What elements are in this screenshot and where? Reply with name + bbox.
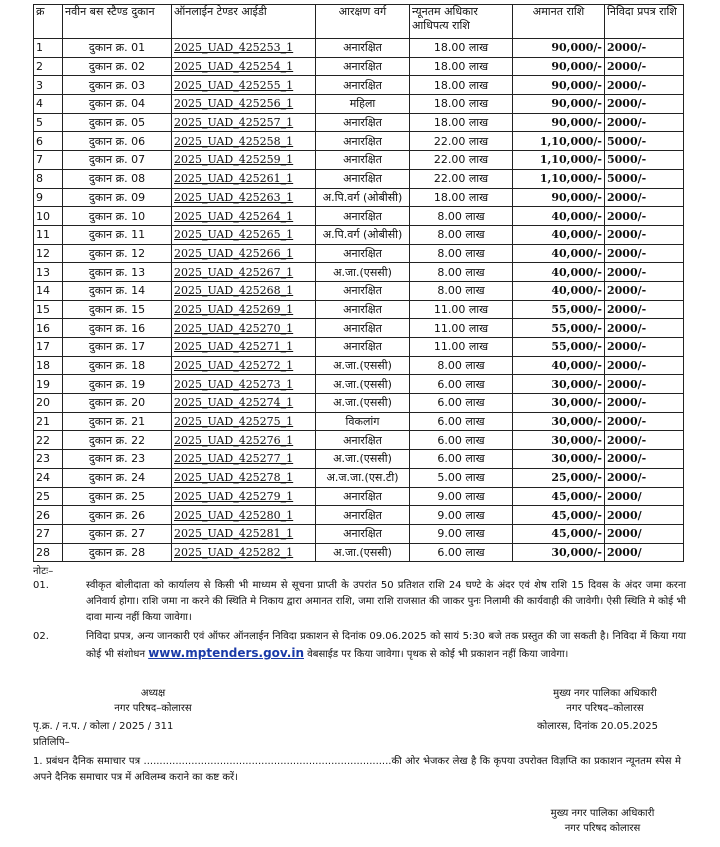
cell-shop: दुकान क्र. 19 [63, 375, 172, 394]
cell-form-fee: 2000/- [605, 281, 684, 300]
cell-form-fee: 2000/- [605, 319, 684, 338]
cell-shop: दुकान क्र. 02 [63, 57, 172, 76]
cell-deposit: 30,000/- [513, 412, 605, 431]
cell-reservation: अनारक्षित [316, 132, 410, 151]
cell-minimum-amount: 9.00 लाख [410, 524, 513, 543]
table-row [34, 338, 684, 357]
cell-reservation: अनारक्षित [316, 300, 410, 319]
cell-tender-id: 2025_UAD_425264_1 [172, 207, 316, 226]
header-minimum-amount: न्यूनतम अधिकार आधिपत्य राशि [410, 5, 513, 39]
cell-tender-id: 2025_UAD_425255_1 [172, 76, 316, 95]
cell-form-fee: 2000/ [605, 543, 684, 562]
table-row [34, 151, 684, 170]
cell-tender-id: 2025_UAD_425281_1 [172, 524, 316, 543]
cell-tender-id: 2025_UAD_425276_1 [172, 431, 316, 450]
cell-minimum-amount: 8.00 लाख [410, 263, 513, 282]
cell-serial: 17 [34, 338, 63, 357]
cell-shop: दुकान क्र. 08 [63, 169, 172, 188]
cell-tender-id: 2025_UAD_425270_1 [172, 319, 316, 338]
cell-reservation: अनारक्षित [316, 244, 410, 263]
cell-reservation: अनारक्षित [316, 487, 410, 506]
cell-reservation: अनारक्षित [316, 57, 410, 76]
cell-tender-id: 2025_UAD_425280_1 [172, 506, 316, 525]
cell-serial: 21 [34, 412, 63, 431]
table-body [34, 39, 684, 562]
note-2-text [86, 629, 686, 663]
cell-reservation: अ.पि.वर्ग (ओबीसी) [316, 188, 410, 207]
cell-tender-id: 2025_UAD_425269_1 [172, 300, 316, 319]
cell-shop: दुकान क्र. 01 [63, 39, 172, 58]
cell-minimum-amount: 8.00 लाख [410, 244, 513, 263]
cell-deposit: 45,000/- [513, 524, 605, 543]
table-row [34, 263, 684, 282]
cell-serial: 14 [34, 281, 63, 300]
table-row [34, 207, 684, 226]
cell-shop: दुकान क्र. 16 [63, 319, 172, 338]
cell-deposit: 30,000/- [513, 431, 605, 450]
cell-tender-id: 2025_UAD_425261_1 [172, 169, 316, 188]
note-1 [33, 578, 688, 628]
cell-reservation: अ.जा.(एससी) [316, 375, 410, 394]
cell-minimum-amount: 22.00 लाख [410, 169, 513, 188]
cell-reservation: अ.जा.(एससी) [316, 394, 410, 413]
cell-form-fee: 2000/- [605, 113, 684, 132]
cell-minimum-amount: 6.00 लाख [410, 375, 513, 394]
cell-minimum-amount: 18.00 लाख [410, 76, 513, 95]
table-row [34, 57, 684, 76]
cell-serial: 16 [34, 319, 63, 338]
cell-form-fee: 2000/- [605, 263, 684, 282]
cell-minimum-amount: 8.00 लाख [410, 356, 513, 375]
cell-shop: दुकान क्र. 25 [63, 487, 172, 506]
note-1-text: स्वीकृत बोलीदाता को कार्यालय से किसी भी माध्यम से सूचना प्राप्ती के उपरांत 50 प्रतिशत राशि 24 घण्टे के अंदर एवं शेष राशि 15 दिवस के अंदर जमा करना अनिवार्य होगा। राशि जमा ना करने की स्थिति मे निकाय द्वारा अमानत राशि, जमा राशि राजसात की जाकर पुनः निलामी की कार्यवाही की जावेगी। ऐसी स्थिति मे कोई भी दावा मान्य नहीं किया जावेगा। [86, 580, 686, 623]
cell-reservation: अनारक्षित [316, 431, 410, 450]
cell-tender-id: 2025_UAD_425263_1 [172, 188, 316, 207]
cell-tender-id: 2025_UAD_425272_1 [172, 356, 316, 375]
table-row [34, 95, 684, 114]
note-2 [33, 629, 688, 663]
cell-shop: दुकान क्र. 14 [63, 281, 172, 300]
table-row [34, 506, 684, 525]
cell-form-fee: 2000/- [605, 39, 684, 58]
cell-tender-id: 2025_UAD_425274_1 [172, 394, 316, 413]
footer-title: मुख्य नगर पालिका अधिकारी [550, 808, 655, 819]
cell-deposit: 90,000/- [513, 39, 605, 58]
cell-reservation: अ.जा.(एससी) [316, 356, 410, 375]
cell-form-fee: 2000/ [605, 506, 684, 525]
cell-deposit: 40,000/- [513, 244, 605, 263]
cell-serial: 20 [34, 394, 63, 413]
copy-line: 1. प्रबंधन दैनिक समाचार पत्र ..............................................................................की ओर भेजकर लेख है कि कृपया उपरोक्त विज्ञप्ति का प्रकाशन न्यूनतम स्पेस मे अपने दैनिक समाचार पत्र में अविलम्ब कराने का कष्ट करें। [33, 756, 681, 783]
table-row [34, 412, 684, 431]
cell-serial: 15 [34, 300, 63, 319]
cell-shop: दुकान क्र. 10 [63, 207, 172, 226]
cell-deposit: 90,000/- [513, 188, 605, 207]
cell-form-fee: 2000/- [605, 300, 684, 319]
cell-minimum-amount: 18.00 लाख [410, 113, 513, 132]
cell-reservation: महिला [316, 95, 410, 114]
cell-serial: 8 [34, 169, 63, 188]
cell-form-fee: 2000/- [605, 57, 684, 76]
cell-shop: दुकान क्र. 11 [63, 225, 172, 244]
cell-reservation: अनारक्षित [316, 338, 410, 357]
cell-tender-id: 2025_UAD_425271_1 [172, 338, 316, 357]
table-row [34, 524, 684, 543]
cell-minimum-amount: 6.00 लाख [410, 431, 513, 450]
cell-serial: 2 [34, 57, 63, 76]
cell-shop: दुकान क्र. 07 [63, 151, 172, 170]
cell-minimum-amount: 6.00 लाख [410, 394, 513, 413]
cell-reservation: अनारक्षित [316, 113, 410, 132]
cell-shop: दुकान क्र. 21 [63, 412, 172, 431]
cmo-title: मुख्य नगर पालिका अधिकारी [553, 688, 657, 699]
cell-serial: 11 [34, 225, 63, 244]
cell-minimum-amount: 9.00 लाख [410, 487, 513, 506]
cell-serial: 19 [34, 375, 63, 394]
note-2-text-after: वेबसाईड पर किया जावेगा। पृथक से कोई भी प्रकाशन नहीं किया जावेगा। [304, 649, 569, 660]
note-1-number: 01. [33, 580, 49, 591]
table-row [34, 281, 684, 300]
cell-deposit: 30,000/- [513, 543, 605, 562]
cell-minimum-amount: 18.00 लाख [410, 57, 513, 76]
cell-shop: दुकान क्र. 13 [63, 263, 172, 282]
cell-minimum-amount: 6.00 लाख [410, 412, 513, 431]
cell-deposit: 1,10,000/- [513, 169, 605, 188]
cell-deposit: 25,000/- [513, 468, 605, 487]
header-form-fee: निविदा प्रपत्र राशि [605, 5, 684, 39]
table-row [34, 468, 684, 487]
place-date: कोलारस, दिनांक 20.05.2025 [537, 721, 659, 732]
table-row [34, 113, 684, 132]
table-row [34, 356, 684, 375]
table-row [34, 76, 684, 95]
table-row [34, 225, 684, 244]
cell-serial: 1 [34, 39, 63, 58]
cell-reservation: अनारक्षित [316, 524, 410, 543]
cell-deposit: 45,000/- [513, 487, 605, 506]
cell-deposit: 40,000/- [513, 263, 605, 282]
cell-reservation: अ.ज.जा.(एस.टी) [316, 468, 410, 487]
cell-tender-id: 2025_UAD_425273_1 [172, 375, 316, 394]
cell-reservation: अनारक्षित [316, 39, 410, 58]
cell-form-fee: 2000/ [605, 524, 684, 543]
cell-deposit: 90,000/- [513, 95, 605, 114]
cell-tender-id: 2025_UAD_425266_1 [172, 244, 316, 263]
header-reservation: आरक्षण वर्ग [316, 5, 410, 39]
cell-serial: 10 [34, 207, 63, 226]
cell-form-fee: 2000/- [605, 375, 684, 394]
cell-shop: दुकान क्र. 28 [63, 543, 172, 562]
table-row [34, 319, 684, 338]
table-row [34, 132, 684, 151]
cell-reservation: अ.जा.(एससी) [316, 450, 410, 469]
cell-serial: 12 [34, 244, 63, 263]
cell-serial: 13 [34, 263, 63, 282]
table-row [34, 543, 684, 562]
cell-minimum-amount: 11.00 लाख [410, 338, 513, 357]
cell-tender-id: 2025_UAD_425277_1 [172, 450, 316, 469]
cell-form-fee: 2000/ [605, 487, 684, 506]
cell-serial: 25 [34, 487, 63, 506]
cell-deposit: 40,000/- [513, 356, 605, 375]
header-shop: नवीन बस स्टैण्ड दुकान [63, 5, 172, 39]
cell-tender-id: 2025_UAD_425282_1 [172, 543, 316, 562]
header-serial: क्र [34, 5, 63, 39]
cell-shop: दुकान क्र. 03 [63, 76, 172, 95]
cell-tender-id: 2025_UAD_425256_1 [172, 95, 316, 114]
cell-serial: 22 [34, 431, 63, 450]
table-header-row [34, 5, 684, 39]
cell-serial: 9 [34, 188, 63, 207]
cell-shop: दुकान क्र. 17 [63, 338, 172, 357]
cell-form-fee: 2000/- [605, 225, 684, 244]
cell-deposit: 30,000/- [513, 394, 605, 413]
table-row [34, 431, 684, 450]
cell-deposit: 55,000/- [513, 300, 605, 319]
cell-serial: 5 [34, 113, 63, 132]
cell-minimum-amount: 8.00 लाख [410, 281, 513, 300]
cell-tender-id: 2025_UAD_425265_1 [172, 225, 316, 244]
cell-form-fee: 2000/- [605, 207, 684, 226]
table-row [34, 169, 684, 188]
cell-minimum-amount: 18.00 लाख [410, 95, 513, 114]
cell-serial: 3 [34, 76, 63, 95]
cell-form-fee: 2000/- [605, 188, 684, 207]
cell-reservation: विकलांग [316, 412, 410, 431]
cell-minimum-amount: 22.00 लाख [410, 132, 513, 151]
cmo-org: नगर परिषद–कोलारस [566, 703, 644, 714]
cell-tender-id: 2025_UAD_425258_1 [172, 132, 316, 151]
cell-shop: दुकान क्र. 15 [63, 300, 172, 319]
cell-form-fee: 2000/- [605, 95, 684, 114]
cell-reservation: अनारक्षित [316, 281, 410, 300]
table-row [34, 39, 684, 58]
cell-tender-id: 2025_UAD_425259_1 [172, 151, 316, 170]
cell-form-fee: 5000/- [605, 132, 684, 151]
tender-portal-link[interactable]: www.mptenders.gov.in [148, 646, 304, 660]
cell-tender-id: 2025_UAD_425275_1 [172, 412, 316, 431]
cell-reservation: अनारक्षित [316, 506, 410, 525]
table-row [34, 450, 684, 469]
table-row [34, 394, 684, 413]
cell-deposit: 1,10,000/- [513, 132, 605, 151]
cell-minimum-amount: 11.00 लाख [410, 300, 513, 319]
cell-tender-id: 2025_UAD_425267_1 [172, 263, 316, 282]
cell-reservation: अ.जा.(एससी) [316, 263, 410, 282]
cell-deposit: 55,000/- [513, 338, 605, 357]
cell-serial: 23 [34, 450, 63, 469]
cell-form-fee: 2000/- [605, 76, 684, 95]
cell-form-fee: 2000/- [605, 468, 684, 487]
cell-deposit: 30,000/- [513, 375, 605, 394]
cmo-signature-block [520, 686, 690, 716]
cell-deposit: 1,10,000/- [513, 151, 605, 170]
note-2-number: 02. [33, 631, 49, 642]
cell-form-fee: 2000/- [605, 394, 684, 413]
cell-shop: दुकान क्र. 26 [63, 506, 172, 525]
cell-minimum-amount: 22.00 लाख [410, 151, 513, 170]
cell-deposit: 40,000/- [513, 207, 605, 226]
cell-form-fee: 2000/- [605, 244, 684, 263]
cell-tender-id: 2025_UAD_425253_1 [172, 39, 316, 58]
table-row [34, 487, 684, 506]
cell-deposit: 40,000/- [513, 281, 605, 300]
cell-minimum-amount: 11.00 लाख [410, 319, 513, 338]
cell-reservation: अनारक्षित [316, 151, 410, 170]
cell-shop: दुकान क्र. 22 [63, 431, 172, 450]
cell-deposit: 40,000/- [513, 225, 605, 244]
cell-reservation: अ.जा.(एससी) [316, 543, 410, 562]
cell-deposit: 45,000/- [513, 506, 605, 525]
cell-shop: दुकान क्र. 12 [63, 244, 172, 263]
cell-minimum-amount: 8.00 लाख [410, 207, 513, 226]
cell-minimum-amount: 6.00 लाख [410, 450, 513, 469]
header-deposit: अमानत राशि [513, 5, 605, 39]
cell-deposit: 55,000/- [513, 319, 605, 338]
cell-minimum-amount: 18.00 लाख [410, 188, 513, 207]
cell-serial: 18 [34, 356, 63, 375]
cell-shop: दुकान क्र. 04 [63, 95, 172, 114]
cell-tender-id: 2025_UAD_425254_1 [172, 57, 316, 76]
cell-serial: 7 [34, 151, 63, 170]
cell-shop: दुकान क्र. 05 [63, 113, 172, 132]
footer-org: नगर परिषद कोलारस [564, 823, 641, 834]
cell-shop: दुकान क्र. 06 [63, 132, 172, 151]
cell-deposit: 90,000/- [513, 76, 605, 95]
cell-reservation: अनारक्षित [316, 76, 410, 95]
notes-label: नोटः– [33, 566, 54, 577]
cell-minimum-amount: 6.00 लाख [410, 543, 513, 562]
cell-form-fee: 2000/- [605, 450, 684, 469]
cell-shop: दुकान क्र. 27 [63, 524, 172, 543]
cell-serial: 28 [34, 543, 63, 562]
cell-serial: 6 [34, 132, 63, 151]
cell-form-fee: 2000/- [605, 412, 684, 431]
chairman-signature-block [78, 686, 228, 716]
cell-tender-id: 2025_UAD_425257_1 [172, 113, 316, 132]
tender-table [33, 4, 684, 562]
table-row [34, 244, 684, 263]
cell-reservation: अ.पि.वर्ग (ओबीसी) [316, 225, 410, 244]
cell-deposit: 30,000/- [513, 450, 605, 469]
cell-shop: दुकान क्र. 20 [63, 394, 172, 413]
cell-minimum-amount: 9.00 लाख [410, 506, 513, 525]
cell-deposit: 90,000/- [513, 57, 605, 76]
cell-serial: 4 [34, 95, 63, 114]
cell-form-fee: 2000/- [605, 338, 684, 357]
chairman-title: अध्यक्ष [140, 688, 166, 699]
table-row [34, 375, 684, 394]
header-tender-id: ऑनलाईन टेण्डर आईडी [172, 5, 316, 39]
note-2-text-before: निविदा प्रपत्र, अन्य जानकारी एवं ऑफर ऑनलाईन निविदा प्रकाशन से दिनांक 09.06.2025 को सायं 5:30 बजे तक प्रस्तुत की जा सकती है। निविदा में किया गया कोई भी संशोधन [86, 631, 686, 660]
chairman-org: नगर परिषद–कोलारस [114, 703, 192, 714]
cell-minimum-amount: 5.00 लाख [410, 468, 513, 487]
cell-reservation: अनारक्षित [316, 169, 410, 188]
footer-signature-block [520, 806, 685, 836]
cell-serial: 24 [34, 468, 63, 487]
cell-tender-id: 2025_UAD_425279_1 [172, 487, 316, 506]
reference-number: पृ.क्र. / न.प. / कोला / 2025 / 311 [33, 721, 174, 732]
cell-minimum-amount: 8.00 लाख [410, 225, 513, 244]
cell-shop: दुकान क्र. 23 [63, 450, 172, 469]
cell-deposit: 90,000/- [513, 113, 605, 132]
cell-form-fee: 2000/- [605, 431, 684, 450]
cell-form-fee: 5000/- [605, 169, 684, 188]
cell-shop: दुकान क्र. 18 [63, 356, 172, 375]
cell-reservation: अनारक्षित [316, 207, 410, 226]
cell-minimum-amount: 18.00 लाख [410, 39, 513, 58]
table-row [34, 188, 684, 207]
cell-reservation: अनारक्षित [316, 319, 410, 338]
copy-label: प्रतिलिपि– [33, 737, 70, 748]
cell-form-fee: 2000/- [605, 356, 684, 375]
cell-tender-id: 2025_UAD_425268_1 [172, 281, 316, 300]
cell-shop: दुकान क्र. 24 [63, 468, 172, 487]
cell-serial: 26 [34, 506, 63, 525]
table-row [34, 300, 684, 319]
cell-shop: दुकान क्र. 09 [63, 188, 172, 207]
cell-tender-id: 2025_UAD_425278_1 [172, 468, 316, 487]
cell-serial: 27 [34, 524, 63, 543]
cell-form-fee: 5000/- [605, 151, 684, 170]
